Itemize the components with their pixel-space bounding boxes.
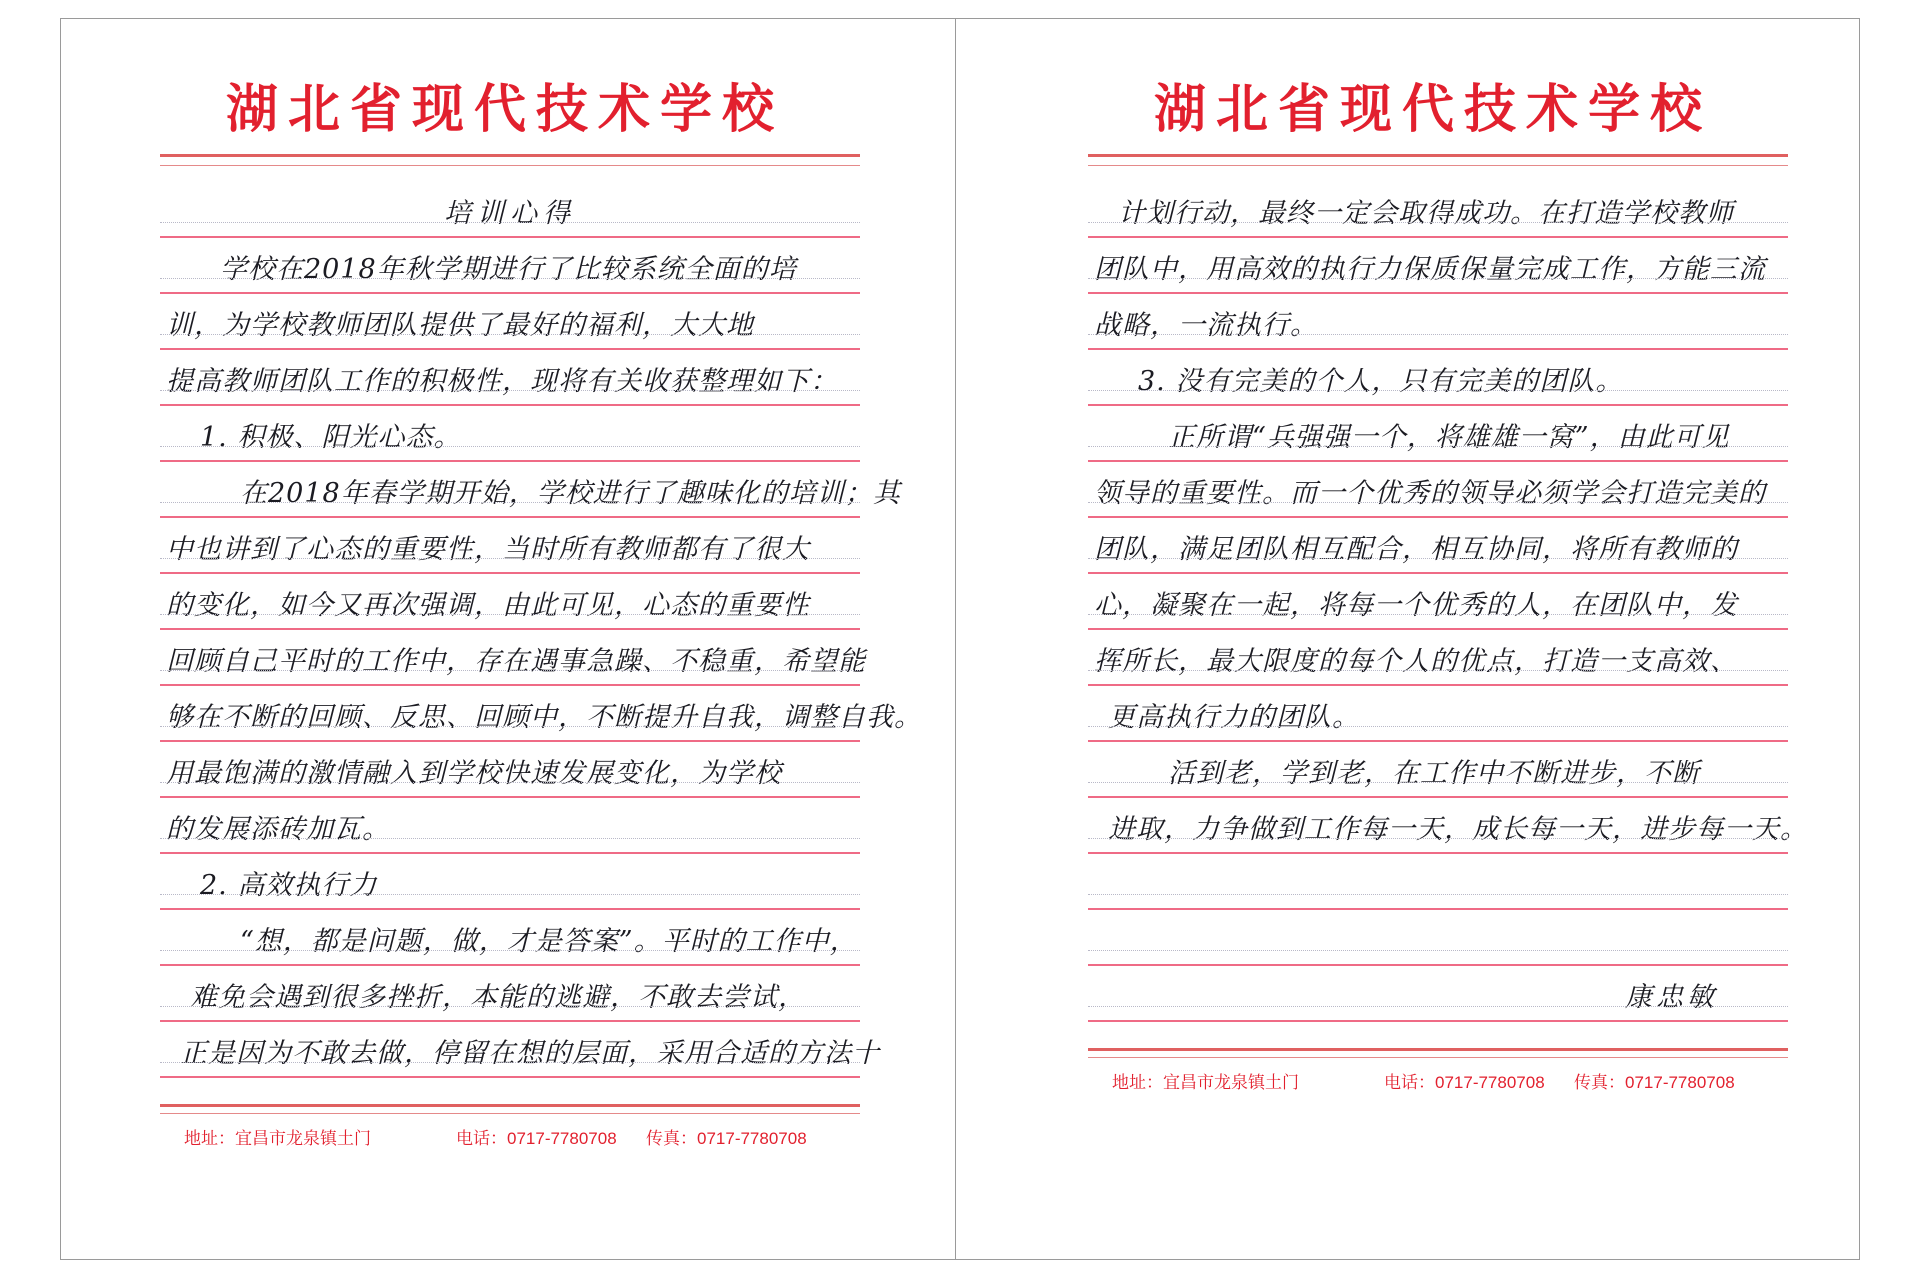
ruled-line — [1088, 798, 1808, 854]
section-heading: 3. 没有完美的个人，只有完美的团队。 — [1138, 366, 1624, 397]
ruled-line — [160, 742, 860, 798]
handwritten-line: 正所谓“兵强强一个，将雄雄一窝”，由此可见 — [1168, 422, 1730, 453]
handwritten-line: 回顾自己平时的工作中，存在遇事急躁、不稳重，希望能 — [166, 646, 866, 677]
handwritten-line: 团队，满足团队相互配合，相互协同，将所有教师的 — [1094, 534, 1738, 565]
handwritten-line: 活到老，学到老，在工作中不断进步，不断 — [1168, 758, 1700, 789]
ruled-line — [160, 294, 860, 350]
handwritten-line: 难免会遇到很多挫折，本能的逃避，不敢去尝试， — [190, 982, 806, 1013]
handwritten-line: 提高教师团队工作的积极性，现将有关收获整理如下： — [166, 366, 838, 397]
handwritten-line: 领导的重要性。而一个优秀的领导必须学会打造完美的 — [1094, 478, 1766, 509]
ruled-line — [160, 350, 860, 406]
header-double-rule — [1088, 154, 1788, 166]
ruled-line — [160, 686, 922, 742]
footer-address: 地址：宜昌市龙泉镇土门 — [184, 1129, 371, 1148]
handwritten-line: 中也讲到了心态的重要性，当时所有教师都有了很大 — [166, 534, 810, 565]
ruled-line — [160, 238, 860, 294]
footer-fax: 传真：0717-7780708 — [646, 1129, 807, 1148]
ruled-lines — [160, 182, 922, 1078]
ruled-line — [1088, 742, 1788, 798]
ruled-line — [1088, 966, 1788, 1022]
handwritten-line: 够在不断的回顾、反思、回顾中，不断提升自我，调整自我。 — [166, 702, 922, 733]
school-letterhead: 湖北省现代技术学校 — [225, 79, 784, 140]
ruled-line — [160, 518, 860, 574]
author-signature: 康忠敏 — [1625, 982, 1718, 1013]
handwritten-line: 的变化，如今又再次强调，由此可见，心态的重要性 — [166, 590, 810, 621]
page-divider — [955, 18, 956, 1260]
ruled-line — [1088, 910, 1788, 966]
section-heading: 1. 积极、阳光心态。 — [200, 422, 462, 453]
handwritten-line: 战略，一流执行。 — [1094, 310, 1318, 341]
handwritten-line: 心，凝聚在一起，将每一个优秀的人，在团队中，发 — [1094, 590, 1738, 621]
handwritten-line: 更高执行力的团队。 — [1108, 702, 1360, 733]
ruled-line — [1088, 854, 1788, 910]
ruled-line — [1088, 350, 1788, 406]
handwritten-line: 训，为学校教师团队提供了最好的福利，大大地 — [166, 310, 754, 341]
handwritten-line: 的发展添砖加瓦。 — [166, 814, 390, 845]
letterhead-footer — [1088, 1068, 1788, 1093]
section-heading: 2. 高效执行力 — [200, 870, 378, 901]
footer-phone: 电话：0717-7780708 — [1384, 1073, 1545, 1092]
ruled-line — [160, 182, 860, 238]
ruled-line — [1088, 182, 1788, 238]
ruled-line — [1088, 406, 1788, 462]
handwritten-line: 进取，力争做到工作每一天，成长每一天，进步每一天。 — [1108, 814, 1808, 845]
handwritten-line: 正是因为不敢去做，停留在想的层面，采用合适的方法十 — [180, 1038, 880, 1069]
handwritten-line: “想，都是问题，做，才是答案”。平时的工作中， — [240, 926, 858, 957]
footer-double-rule — [160, 1104, 860, 1114]
ruled-line — [1088, 574, 1788, 630]
essay-title: 培训心得 — [444, 198, 576, 229]
handwritten-line: 团队中，用高效的执行力保质保量完成工作，方能三流 — [1094, 254, 1766, 285]
ruled-line — [160, 966, 860, 1022]
ruled-line — [1088, 238, 1788, 294]
ruled-line — [160, 462, 901, 518]
ruled-line — [1088, 630, 1788, 686]
handwritten-line: 学校在2018年秋学期进行了比较系统全面的培 — [220, 254, 797, 285]
ruled-line — [1088, 686, 1788, 742]
ruled-line — [160, 854, 860, 910]
handwritten-line: 计划行动，最终一定会取得成功。在打造学校教师 — [1118, 198, 1734, 229]
school-letterhead: 湖北省现代技术学校 — [1153, 79, 1712, 140]
ruled-line — [160, 910, 860, 966]
ruled-line — [160, 406, 860, 462]
ruled-line — [160, 574, 860, 630]
ruled-line — [160, 798, 860, 854]
letterhead-footer — [160, 1124, 860, 1149]
ruled-line — [160, 630, 866, 686]
footer-double-rule — [1088, 1048, 1788, 1058]
ruled-line — [160, 1022, 880, 1078]
ruled-line — [1088, 518, 1788, 574]
handwritten-line: 在2018年春学期开始，学校进行了趣味化的培训；其 — [240, 478, 901, 509]
ruled-line — [1088, 462, 1788, 518]
footer-fax: 传真：0717-7780708 — [1574, 1073, 1735, 1092]
letter-page-2 — [1088, 70, 1808, 1093]
footer-phone: 电话：0717-7780708 — [456, 1129, 617, 1148]
ruled-lines — [1088, 182, 1808, 1022]
footer-address: 地址：宜昌市龙泉镇土门 — [1112, 1073, 1299, 1092]
header-double-rule — [160, 154, 860, 166]
letter-page-1 — [160, 70, 922, 1149]
ruled-line — [1088, 294, 1788, 350]
handwritten-line: 用最饱满的激情融入到学校快速发展变化，为学校 — [166, 758, 782, 789]
handwritten-line: 挥所长，最大限度的每个人的优点，打造一支高效、 — [1094, 646, 1738, 677]
